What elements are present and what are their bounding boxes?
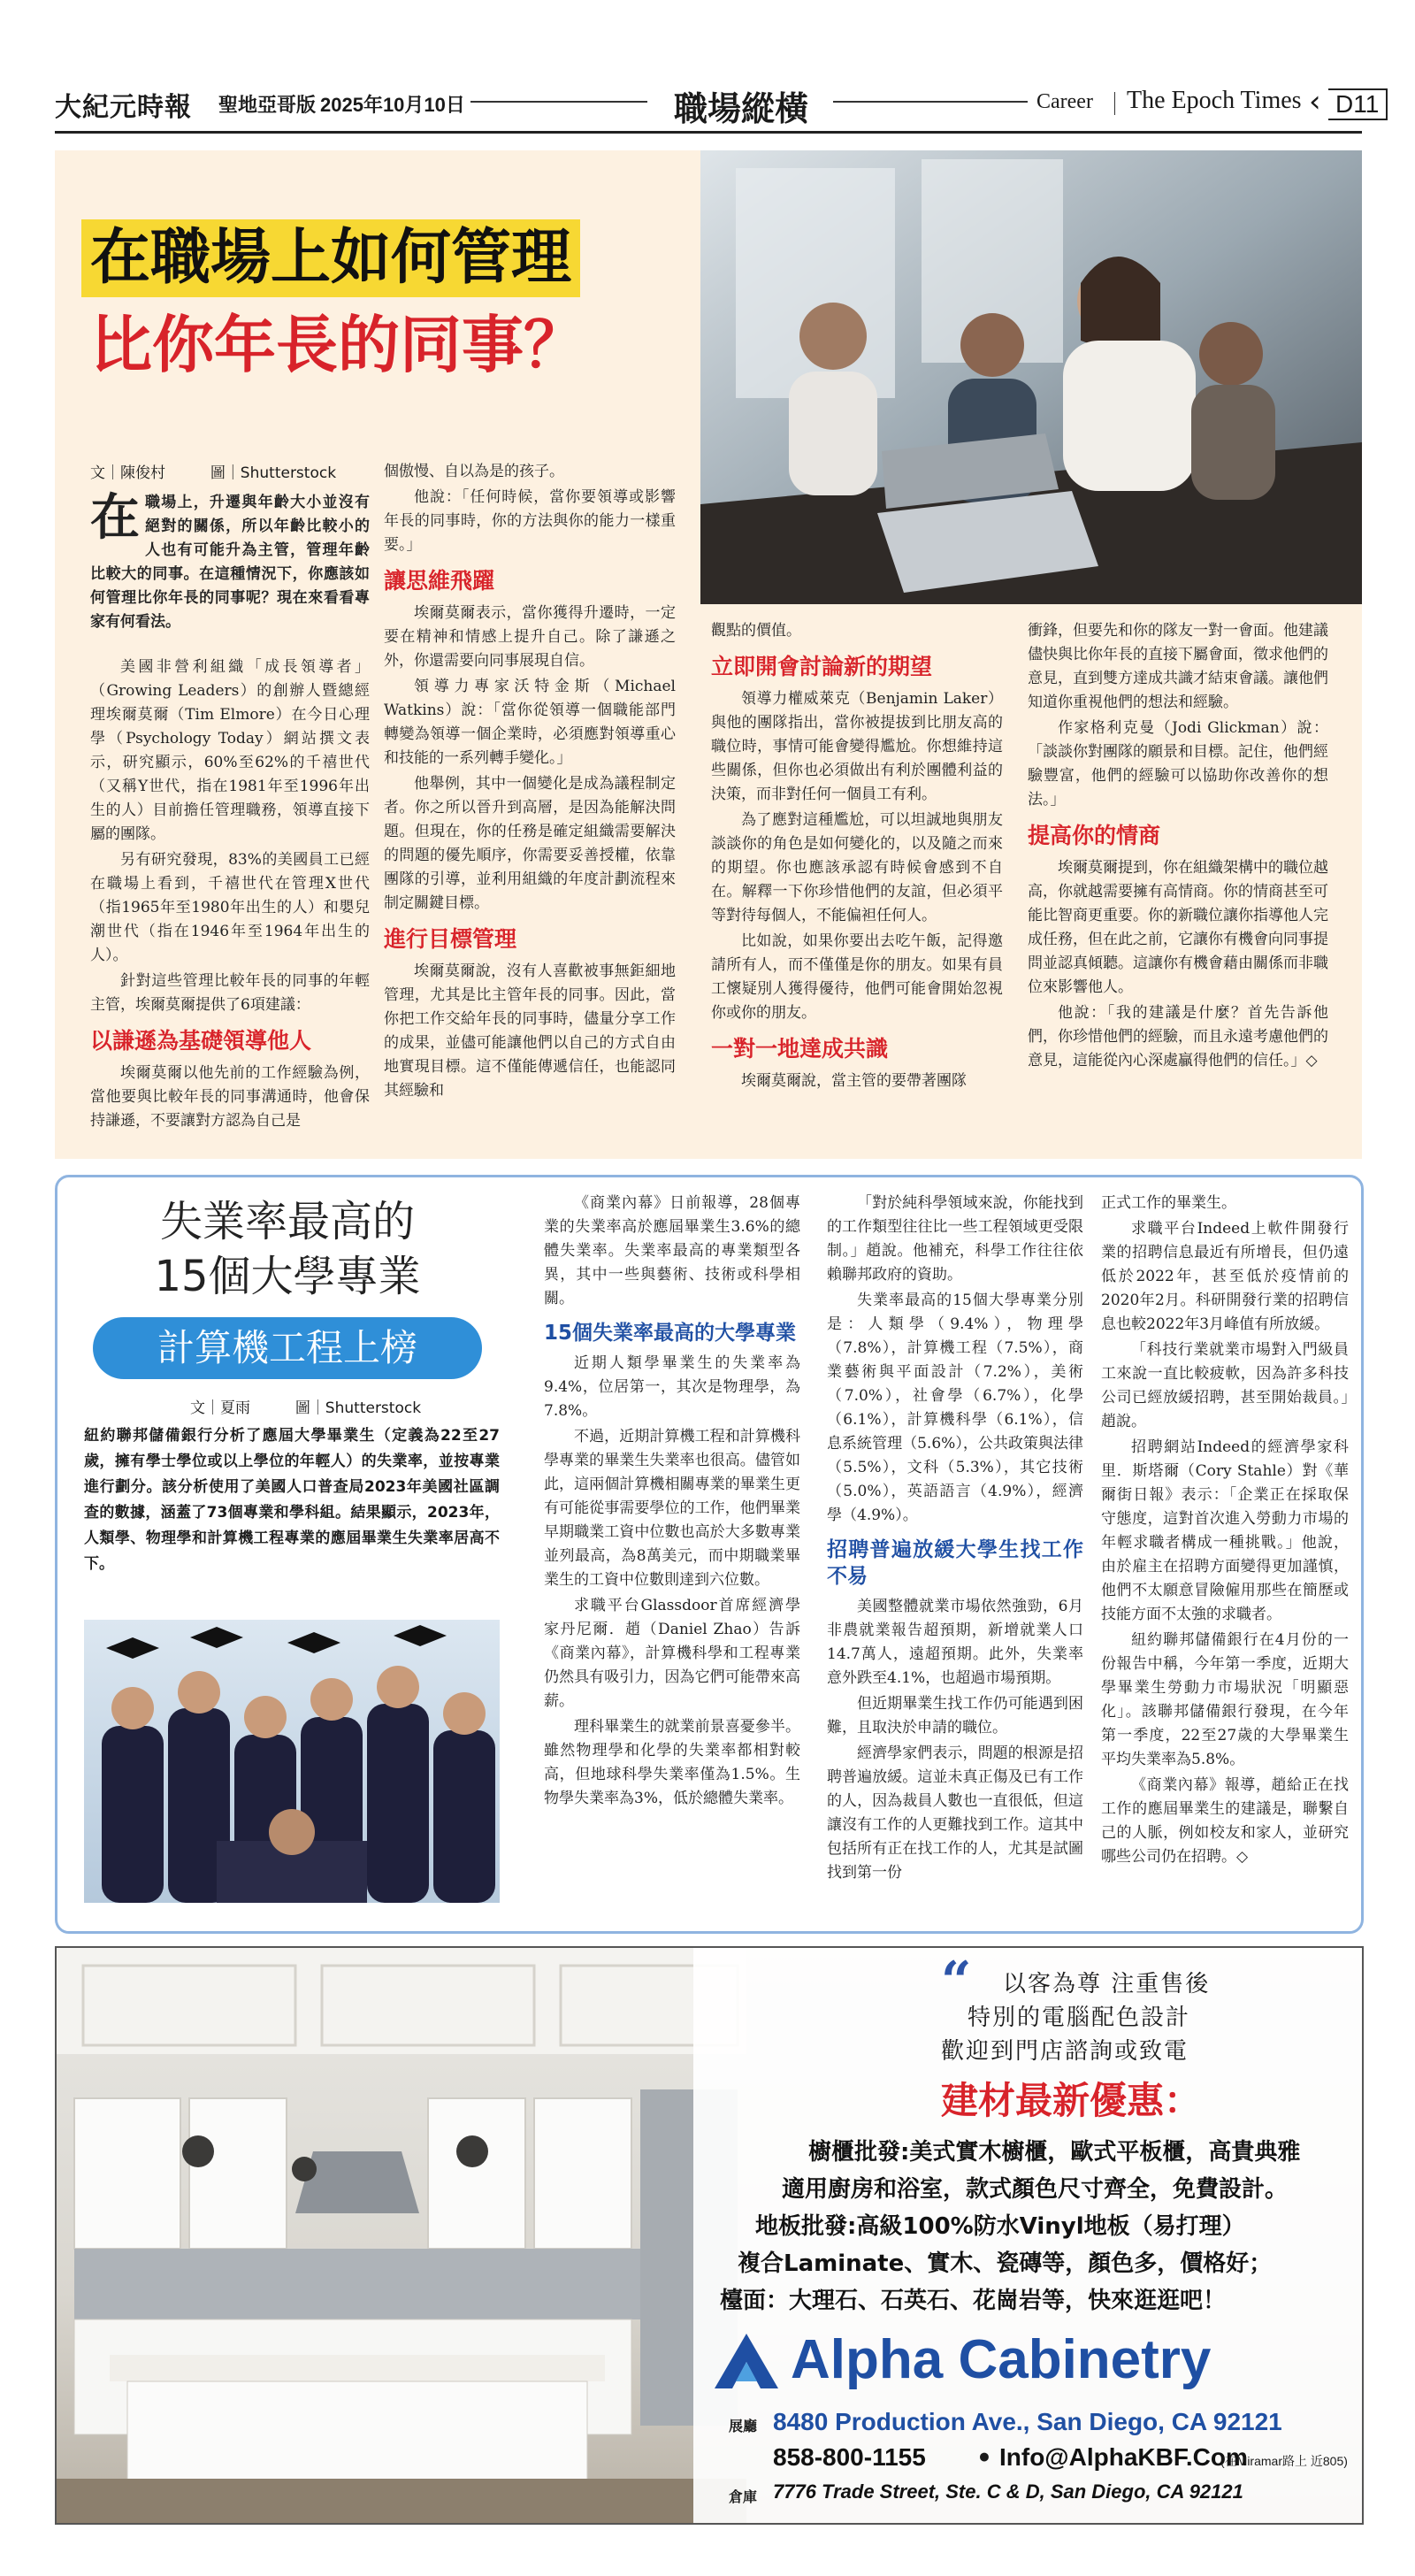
graduates-photo: [84, 1620, 500, 1903]
paragraph: 他說：「任何時候，當你要領導或影響年長的同事時，你的方法與你的能力一樣重要。」: [384, 488, 676, 554]
article-1-lead: 在 職場上，升遷與年齡大小並沒有絕對的關係，所以年齡比較小的人也有可能升為主管，管理年齡比較大的同事。在這種情況下，你應該如何管理比你年長的同事呢？現在來看看專家有何看法。: [90, 488, 370, 631]
section-en: Career: [1036, 90, 1093, 113]
paragraph: 觀點的價值。: [711, 622, 801, 640]
article-2-col-2: [827, 1192, 1083, 1887]
article-2-lead: 紐約聯邦儲備銀行分析了應屆大學畢業生（定義為22至27歲，擁有學士學位或以上學位的年輕人）的失業率，並按專業進行劃分。該分析使用了美國人口普查局2023年美國社區調查的數據，涵蓋了73個專業和學科組。結果顯示，2023年，人類學、物理學和計算機工程專業的應屆畢業生失業率居高不下。: [84, 1427, 500, 1573]
alpha-logo-icon: [711, 2330, 782, 2392]
paragraph: 埃爾莫爾說，當主管的要帶著團隊: [741, 1072, 967, 1090]
paragraph: 衝鋒，但要先和你的隊友一對一會面。他建議儘快與比你年長的直接下屬會面，徵求他們的意見，直到雙方達成共識才結束會議。讓他們知道你重視他們的想法和經驗。: [1028, 622, 1328, 711]
article-1: [55, 150, 1362, 1159]
paragraph: 個傲慢、自以為是的孩子。: [384, 463, 564, 480]
paragraph: 針對這些管理比較年長的同事的年輕主管，埃爾莫爾提供了6項建議：: [90, 972, 370, 1014]
ad-line-4: 複合Laminate、實木、瓷磚等，顏色多，價格好；: [738, 2250, 1273, 2277]
subheading: 立即開會討論新的期望: [711, 654, 933, 679]
masthead: 大紀元時報: [55, 92, 192, 123]
paragraph: 領導力權威萊克（Benjamin Laker）與他的團隊指出，當你被提拔到比朋友高的職位時，事情可能會變得尷尬。你想維持這些關係，但你也必須做出有利於團體利益的決策，而非對任何一個員工有利。: [711, 690, 1003, 803]
dropcap: 在: [90, 488, 140, 547]
paragraph: 《商業內幕》日前報導，28個專業的失業率高於應屆畢業生3.6%的總體失業率。失業率最高的專業類型各異，其中一些與藝術、技術或科學相關。: [544, 1194, 800, 1307]
ad-line-3: 地板批發:高級100%防水Vinyl地板（易打理）: [755, 2213, 1245, 2240]
paragraph: 《商業內幕》報導，趙給正在找工作的應屆畢業生的建議是，聯繫自己的人脈，例如校友和家人，並研究哪些公司仍在招聘。◇: [1101, 1776, 1349, 1866]
warehouse-label: 倉庫: [729, 2488, 758, 2505]
article-1-col-2: [384, 460, 676, 1105]
ad-slogan-1: 以客為尊 注重售後: [1003, 1971, 1211, 1997]
article-2-col-1: [544, 1192, 800, 1813]
paragraph: 領導力專家沃特金斯（Michael Watkins）說：「當你從領導一個職能部門轉變為領導一個企業時，必須應對領導重心和技能的一系列轉手變化。」: [384, 678, 676, 767]
warehouse-address: 7776 Trade Street, Ste. C & D, San Diego, CA 92121: [773, 2480, 1243, 2503]
ad-line-5: 檯面：大理石、石英石、花崗岩等，快來逛逛吧！: [720, 2288, 1227, 2314]
subheading: 招聘普遍放緩大學生找工作不易: [827, 1538, 1083, 1588]
paragraph: 比如說，如果你要出去吃午飯，記得邀請所有人，而不僅僅是你的朋友。如果有員工懷疑別人獲得優待，他們可能會開始忽視你或你的朋友。: [711, 932, 1003, 1022]
paragraph: 另有研究發現，83%的美國員工已經在職場上看到，千禧世代在管理X世代（指1965年至1980年出生的人）和嬰兒潮世代（指在1946年至1964年出生的人）。: [90, 851, 370, 964]
ad-line-2: 適用廚房和浴室，款式顏色尺寸齊全，免費設計。: [782, 2176, 1289, 2203]
graduates-illustration: [84, 1620, 500, 1903]
paragraph: 求職平台Indeed上軟件開發行業的招聘信息最近有所增長，但仍遠低於2022年，甚至低於疫情前的2020年2月。科研開發行業的招聘信息也較2022年3月峰值有所放緩。: [1101, 1220, 1349, 1333]
article-2-byline: [190, 1395, 421, 1417]
ad-headline: 建材最新優惠：: [941, 2079, 1202, 2122]
article-2-subtitle: 計算機工程上榜: [93, 1317, 482, 1379]
subheading: 一對一地達成共識: [711, 1036, 889, 1062]
office-team-photo: [700, 150, 1362, 604]
paragraph: 但近期畢業生找工作仍可能遇到困難，且取決於申請的職位。: [827, 1695, 1083, 1736]
paragraph: 近期人類學畢業生的失業率為9.4%，位居第一，其次是物理學，為7.8%。: [544, 1354, 800, 1420]
date: 2025年10月10日: [320, 94, 465, 116]
page-header: [55, 81, 1380, 128]
article-2-col-3: [1101, 1192, 1349, 1871]
paragraph: 美國非營利組織「成長領導者」（Growing Leaders）的創辦人暨總經理埃爾莫爾（Tim Elmore）在今日心理學（Psychology Today）網站撰文表示，研究顯示，60%至62%的千禧世代（又稱Y世代，指在1981年至1996年出生的人）目前擔任管理職務，領導直接下屬的團隊。: [90, 658, 370, 843]
ad-brand: Alpha Cabinetry: [791, 2329, 1212, 2390]
subheading: 讓思維飛躍: [384, 568, 495, 594]
subheading: 進行目標管理: [384, 926, 517, 952]
office-illustration: [700, 150, 1362, 604]
showroom-address: 8480 Production Ave., San Diego, CA 92121: [773, 2408, 1282, 2435]
paragraph: 埃爾莫爾提到，你在組織架構中的職位越高，你就越需要擁有高情商。你的情商甚至可能比智商更重要。你的新職位讓你指導他人完成任務，但在此之前，它讓你有機會向同事提問並認真傾聽。這讓你有機會藉由關係而非職位來影響他人。: [1028, 859, 1328, 996]
paragraph: 他舉例，其中一個變化是成為議程制定者。你之所以晉升到高層，是因為能解決問題。但現在，你的任務是確定組織需要解決的問題的優先順序，你需要妥善授權，依靠團隊的引導，並利用組織的年度計劃流程來制定關鍵目標。: [384, 775, 676, 912]
ad-bullet: •: [976, 2443, 992, 2472]
ad-line-1: 櫥櫃批發:美式實木櫥櫃，歐式平板櫃，高貴典雅: [808, 2139, 1301, 2166]
paragraph: 他說：「我的建議是什麼？首先告訴他們，你珍惜他們的經驗，而且永遠考慮他們的意見，這能從內心深處贏得他們的信任。」◇: [1028, 1004, 1328, 1070]
byline-image: 圖｜Shutterstock: [294, 1399, 422, 1417]
byline-image: 圖｜Shutterstock: [210, 464, 337, 482]
paragraph: 理科畢業生的就業前景喜憂參半。雖然物理學和化學的失業率都相對較高，但地球科學失業率僅為1.5%。生物學失業率為3%，低於總體失業率。: [544, 1718, 800, 1807]
ad-slogan-3: 歡迎到門店諮詢或致電: [941, 2038, 1189, 2065]
paragraph: 失業率最高的15個大學專業分別是：人類學（9.4%），物理學（7.8%），計算機工程（7.5%），商業藝術與平面設計（7.2%），美術（7.0%），社會學（6.7%），化學（6.1%），計算機科學（6.1%），信息系統管理（5.6%），公共政策與法律（5.5%），文科（5.3%），其它技術（5.0%），英語語言（4.9%），經濟學（4.9%）。: [827, 1292, 1083, 1524]
paper-name: The Epoch Times: [1127, 87, 1302, 114]
paragraph: 不過，近期計算機工程和計算機科學專業的畢業生失業率也很高。儘管如此，這兩個計算機相關專業的畢業生更有可能從事需要學位的工作，他們畢業早期職業工資中位數也高於大多數專業並列最高，為8萬美元，而中期職業畢業生的工資中位數則達到六位數。: [544, 1428, 800, 1589]
subheading: 15個失業率最高的大學專業: [544, 1322, 797, 1345]
subheading: 提高你的情商: [1028, 823, 1161, 848]
advertisement: [55, 1946, 1364, 2525]
paragraph: 經濟學家們表示，問題的根源是招聘普遍放緩。這並未真正傷及已有工作的人，因為裁員人數也一直很低，但這讓沒有工作的人更難找到工作。這其中包括所有正在找工作的人，尤其是試圖找到第一份: [827, 1744, 1083, 1882]
kitchen-illustration: [57, 1948, 746, 2523]
paragraph: 作家格利克曼（Jodi Glickman）說：「談談你對團隊的願景和目標。記住，他們經驗豐富，他們的經驗可以協助你改善你的想法。」: [1028, 719, 1328, 809]
paragraph: 「科技行業就業市場對入門級員工來說一直比較疲軟，因為許多科技公司已經放緩招聘，甚至開始裁員。」趙說。: [1101, 1341, 1349, 1430]
paragraph: 「對於純科學領域來說，你能找到的工作類型往往比一些工程領域更受限制。」趙說。他補充，科學工作往往依賴聯邦政府的資助。: [827, 1194, 1083, 1284]
article-1-title-line2: 比你年長的同事？: [90, 309, 585, 381]
section-title: 職場縱橫: [674, 88, 809, 128]
paragraph: 埃爾莫爾以他先前的工作經驗為例，當他要與比較年長的同事溝通時，他會保持謙遜，不要讓對方認為自己是: [90, 1064, 370, 1130]
byline-author: 文｜夏雨: [190, 1399, 250, 1417]
ad-email-note: (在Miramar路上 近805): [1220, 2454, 1348, 2468]
article-1-col-1: [90, 488, 370, 1135]
article-1-col-4: [1028, 619, 1328, 1075]
page-number: D11: [1328, 88, 1388, 120]
article-2: [55, 1175, 1364, 1934]
article-1-title-line1: 在職場上如何管理: [81, 219, 580, 297]
article-1-col-3: [711, 619, 1003, 1095]
article-2-title-line1: 失業率最高的: [159, 1197, 415, 1246]
byline-author: 文｜陳俊村: [90, 464, 165, 482]
subheading: 以謙遜為基礎領導他人: [90, 1028, 312, 1054]
article-1-byline: [90, 460, 336, 482]
article-2-title-line2: 15個大學專業: [154, 1252, 421, 1301]
paragraph: 為了應對這種尷尬，可以坦誠地與朋友談談你的角色是如何變化的，以及隨之而來的期望。你也應該承認有時候會感到不自在。解釋一下你珍惜他們的友誼，但必須平等對待每個人，不能偏袒任何人。: [711, 811, 1003, 924]
paragraph: 紐約聯邦儲備銀行在4月份的一份報告中稱，今年第一季度，近期大學畢業生勞動力市場狀況「明顯惡化」。該聯邦儲備銀行發現，在今年第一季度，22至27歲的大學畢業生平均失業率為5.8%。: [1101, 1631, 1349, 1768]
chevron-left-icon: ‹: [1309, 84, 1321, 119]
showroom-label: 展廳: [729, 2418, 758, 2434]
quote-icon: “: [941, 1951, 972, 2012]
edition: 聖地亞哥版: [218, 94, 317, 116]
paragraph: 招聘網站Indeed的經濟學家科里．斯塔爾（Cory Stahle）對《華爾街日報》表示：「企業正在採取保守態度，這對首次進入勞動力市場的年輕求職者構成一種挑戰。」他說，由於雇主在招聘方面變得更加謹慎，他們不太願意冒險僱用那些在簡歷或技能方面不太強的求職者。: [1101, 1438, 1349, 1623]
paragraph: 埃爾莫爾說，沒有人喜歡被事無鉅細地管理，尤其是比主管年長的同事。因此，當你把工作交給年長的同事時，儘量分享工作的成果，並儘可能讓他們以自己的方式自由地實現目標。這不僅能傳遞信任，也能認同其經驗和: [384, 962, 676, 1100]
ad-phone[interactable]: 858-800-1155: [773, 2443, 926, 2471]
paragraph: 美國整體就業市場依然強勁，6月非農就業報告超預期，新增就業人口14.7萬人，遠超預期。此外，失業率意外跌至4.1%，也超過市場預期。: [827, 1598, 1083, 1687]
paragraph: 正式工作的畢業生。: [1101, 1194, 1236, 1212]
ad-email[interactable]: Info@AlphaKBF.Com: [999, 2443, 1248, 2471]
paragraph: 埃爾莫爾表示，當你獲得升遷時，一定要在精神和情感上提升自己。除了謙遜之外，你還需要向同事展現自信。: [384, 604, 676, 670]
paragraph: 求職平台Glassdoor首席經濟學家丹尼爾．趙（Daniel Zhao）告訴《商業內幕》，計算機科學和工程專業仍然具有吸引力，因為它們可能帶來高薪。: [544, 1597, 800, 1710]
ad-slogan-2: 特別的電腦配色設計: [968, 2005, 1191, 2031]
